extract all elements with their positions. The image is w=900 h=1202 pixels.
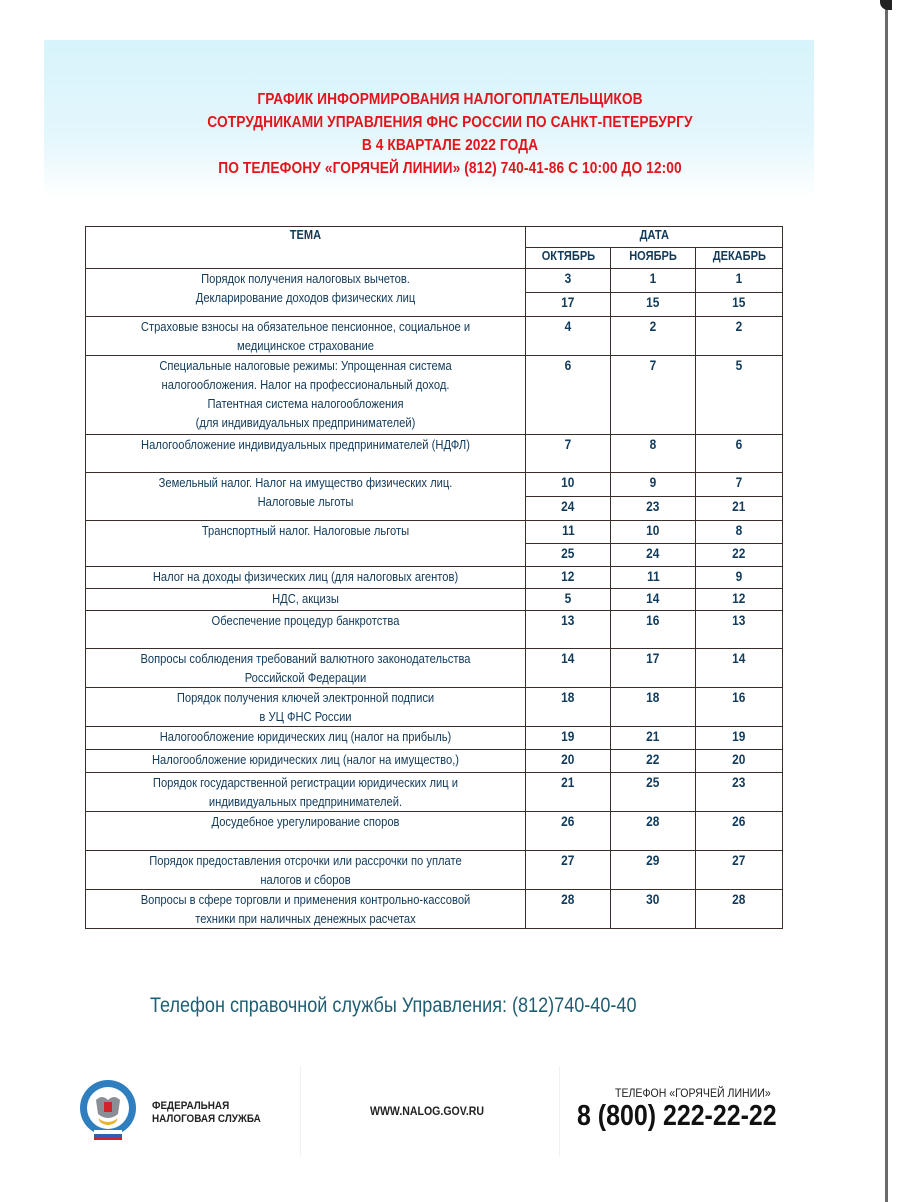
date-cell-october bbox=[526, 750, 611, 773]
date-value: 28 bbox=[561, 891, 575, 907]
table-row bbox=[86, 688, 783, 727]
topic-text: Налоговые льготы bbox=[257, 494, 354, 509]
date-cell-november bbox=[611, 293, 696, 317]
hotline-label: ТЕЛЕФОН «ГОРЯЧЕЙ ЛИНИИ» bbox=[615, 1086, 771, 1100]
date-value: 15 bbox=[646, 294, 660, 310]
title-line: ПО ТЕЛЕФОНУ «ГОРЯЧЕЙ ЛИНИИ» (812) 740-41-86 С 10:00 ДО 12:00 bbox=[218, 160, 682, 177]
date-value: 27 bbox=[732, 852, 746, 868]
header-month-october: ОКТЯБРЬ bbox=[526, 248, 611, 269]
scan-corner bbox=[880, 0, 892, 10]
schedule-body bbox=[86, 269, 783, 929]
topic-cell bbox=[86, 317, 526, 356]
date-cell-october bbox=[526, 688, 611, 727]
topic-cell bbox=[86, 773, 526, 812]
date-value: 23 bbox=[646, 498, 660, 514]
date-cell-december bbox=[696, 473, 783, 497]
date-cell-november bbox=[611, 567, 696, 589]
date-value: 21 bbox=[561, 774, 575, 790]
topic-text: (для индивидуальных предпринимателей) bbox=[195, 415, 416, 430]
date-cell-november bbox=[611, 688, 696, 727]
table-row bbox=[86, 812, 783, 851]
date-value: 20 bbox=[732, 751, 746, 767]
date-value: 1 bbox=[735, 270, 743, 286]
date-value: 6 bbox=[735, 436, 743, 452]
table-row bbox=[86, 851, 783, 890]
date-cell-october bbox=[526, 589, 611, 611]
date-value: 28 bbox=[732, 891, 746, 907]
date-cell-october bbox=[526, 727, 611, 750]
date-cell-november bbox=[611, 435, 696, 473]
date-cell-october bbox=[526, 293, 611, 317]
date-value: 27 bbox=[561, 852, 575, 868]
website-link[interactable]: WWW.NALOG.GOV.RU bbox=[370, 1104, 485, 1118]
date-cell-december bbox=[696, 356, 783, 435]
date-cell-december bbox=[696, 773, 783, 812]
topic-cell bbox=[86, 521, 526, 567]
date-cell-october bbox=[526, 317, 611, 356]
date-value: 24 bbox=[561, 498, 575, 514]
topic-text: индивидуальных предпринимателей. bbox=[208, 794, 403, 809]
topic-text: техники при наличных денежных расчетах bbox=[195, 911, 416, 926]
date-value: 11 bbox=[561, 522, 575, 538]
date-cell-october bbox=[526, 473, 611, 497]
table-row bbox=[86, 750, 783, 773]
topic-text: НДС, акцизы bbox=[272, 591, 339, 606]
date-value: 23 bbox=[732, 774, 746, 790]
topic-text: налогообложения. Налог на профессиональный доход. bbox=[161, 377, 450, 392]
topic-cell bbox=[86, 851, 526, 890]
header-topic: ТЕМА bbox=[86, 227, 526, 269]
date-value: 8 bbox=[649, 436, 657, 452]
topic-cell bbox=[86, 473, 526, 521]
date-value: 6 bbox=[564, 357, 572, 373]
date-value: 12 bbox=[732, 590, 746, 606]
header-month-december: ДЕКАБРЬ bbox=[696, 248, 783, 269]
date-value: 20 bbox=[561, 751, 575, 767]
topic-text: Налогообложение юридических лиц (налог на прибыль) bbox=[159, 729, 452, 744]
reference-phone: Телефон справочной службы Управления: (812)740-40-40 bbox=[150, 994, 637, 1017]
date-value: 14 bbox=[732, 650, 746, 666]
date-value: 15 bbox=[732, 294, 746, 310]
date-value: 3 bbox=[564, 270, 572, 286]
topic-text: медицинское страхование bbox=[237, 338, 374, 353]
date-value: 26 bbox=[561, 813, 575, 829]
table-row bbox=[86, 356, 783, 435]
table-row bbox=[86, 521, 783, 544]
date-value: 29 bbox=[646, 852, 660, 868]
date-value: 13 bbox=[561, 612, 575, 628]
date-cell-december bbox=[696, 567, 783, 589]
hotline-number[interactable]: 8 (800) 222-22-22 bbox=[577, 1100, 777, 1132]
date-cell-november bbox=[611, 727, 696, 750]
topic-text: Порядок предоставления отсрочки или рассрочки по уплате bbox=[149, 853, 462, 868]
date-cell-november bbox=[611, 890, 696, 929]
date-value: 22 bbox=[732, 545, 746, 561]
table-row bbox=[86, 473, 783, 497]
date-cell-november bbox=[611, 473, 696, 497]
topic-text: Налог на доходы физических лиц (для налоговых агентов) bbox=[152, 569, 459, 584]
date-cell-november bbox=[611, 544, 696, 567]
date-value: 21 bbox=[646, 728, 660, 744]
topic-cell bbox=[86, 435, 526, 473]
date-cell-november bbox=[611, 812, 696, 851]
date-cell-november bbox=[611, 589, 696, 611]
date-cell-october bbox=[526, 773, 611, 812]
topic-cell bbox=[86, 649, 526, 688]
date-value: 1 bbox=[649, 270, 657, 286]
topic-cell bbox=[86, 356, 526, 435]
date-cell-december bbox=[696, 317, 783, 356]
date-value: 7 bbox=[649, 357, 657, 373]
date-cell-october bbox=[526, 497, 611, 521]
date-value: 30 bbox=[646, 891, 660, 907]
date-cell-october bbox=[526, 567, 611, 589]
date-cell-december bbox=[696, 521, 783, 544]
date-cell-november bbox=[611, 611, 696, 649]
date-cell-december bbox=[696, 293, 783, 317]
topic-text: Земельный налог. Налог на имущество физических лиц. bbox=[158, 475, 453, 490]
date-value: 21 bbox=[732, 498, 746, 514]
title-line: СОТРУДНИКАМИ УПРАВЛЕНИЯ ФНС РОССИИ ПО САНКТ-ПЕТЕРБУРГУ bbox=[207, 114, 693, 131]
date-value: 22 bbox=[646, 751, 660, 767]
date-value: 2 bbox=[735, 318, 743, 334]
date-cell-november bbox=[611, 317, 696, 356]
date-cell-october bbox=[526, 521, 611, 544]
topic-cell bbox=[86, 890, 526, 929]
date-cell-november bbox=[611, 851, 696, 890]
date-value: 18 bbox=[561, 689, 575, 705]
header-month-november: НОЯБРЬ bbox=[611, 248, 696, 269]
table-row bbox=[86, 435, 783, 473]
date-cell-december bbox=[696, 435, 783, 473]
topic-text: Патентная система налогообложения bbox=[207, 396, 404, 411]
scan-edge bbox=[885, 0, 888, 1202]
table-row bbox=[86, 567, 783, 589]
topic-cell bbox=[86, 750, 526, 773]
date-value: 19 bbox=[732, 728, 746, 744]
date-cell-december bbox=[696, 727, 783, 750]
table-row bbox=[86, 269, 783, 293]
date-cell-october bbox=[526, 851, 611, 890]
date-cell-december bbox=[696, 812, 783, 851]
topic-text: Транспортный налог. Налоговые льготы bbox=[201, 523, 410, 538]
date-value: 7 bbox=[564, 436, 572, 452]
date-cell-december bbox=[696, 851, 783, 890]
date-value: 17 bbox=[646, 650, 660, 666]
header-date: ДАТА bbox=[526, 227, 783, 248]
date-value: 14 bbox=[561, 650, 575, 666]
topic-text: Налогообложение индивидуальных предпринимателей (НДФЛ) bbox=[141, 437, 470, 452]
date-cell-december bbox=[696, 750, 783, 773]
date-value: 10 bbox=[561, 474, 575, 490]
date-value: 4 bbox=[564, 318, 572, 334]
date-cell-december bbox=[696, 688, 783, 727]
table-row bbox=[86, 611, 783, 649]
org-name-line: ФЕДЕРАЛЬНАЯ bbox=[152, 1100, 230, 1112]
date-cell-november bbox=[611, 497, 696, 521]
date-cell-october bbox=[526, 890, 611, 929]
topic-text: Российской Федерации bbox=[244, 670, 367, 685]
date-cell-november bbox=[611, 269, 696, 293]
topic-text: Порядок государственной регистрации юридических лиц и bbox=[152, 775, 459, 790]
topic-cell bbox=[86, 269, 526, 317]
topic-text: Декларирование доходов физических лиц bbox=[195, 290, 416, 305]
date-cell-december bbox=[696, 589, 783, 611]
table-row bbox=[86, 773, 783, 812]
table-row bbox=[86, 890, 783, 929]
topic-text: Обеспечение процедур банкротства bbox=[211, 613, 400, 628]
date-value: 11 bbox=[646, 568, 660, 584]
date-value: 17 bbox=[561, 294, 575, 310]
topic-text: Порядок получения налоговых вычетов. bbox=[201, 271, 410, 286]
date-value: 10 bbox=[646, 522, 660, 538]
topic-text: Специальные налоговые режимы: Упрощенная система bbox=[159, 358, 452, 373]
date-cell-november bbox=[611, 356, 696, 435]
topic-text: в УЦ ФНС России bbox=[259, 709, 352, 724]
date-cell-december bbox=[696, 649, 783, 688]
topic-text: Вопросы в сфере торговли и применения контрольно-кассовой bbox=[140, 892, 471, 907]
fns-emblem-icon bbox=[78, 1078, 138, 1142]
date-value: 12 bbox=[561, 568, 575, 584]
date-value: 19 bbox=[561, 728, 575, 744]
topic-text: Досудебное урегулирование споров bbox=[211, 814, 400, 829]
date-cell-october bbox=[526, 435, 611, 473]
date-value: 25 bbox=[646, 774, 660, 790]
topic-cell bbox=[86, 727, 526, 750]
date-value: 5 bbox=[735, 357, 743, 373]
date-cell-october bbox=[526, 812, 611, 851]
date-value: 24 bbox=[646, 545, 660, 561]
date-cell-november bbox=[611, 649, 696, 688]
date-value: 5 bbox=[564, 590, 572, 606]
topic-cell bbox=[86, 812, 526, 851]
date-cell-october bbox=[526, 269, 611, 293]
date-cell-december bbox=[696, 269, 783, 293]
date-cell-october bbox=[526, 356, 611, 435]
date-value: 8 bbox=[735, 522, 743, 538]
table-row bbox=[86, 649, 783, 688]
date-cell-november bbox=[611, 750, 696, 773]
date-cell-december bbox=[696, 497, 783, 521]
org-name-line: НАЛОГОВАЯ СЛУЖБА bbox=[152, 1113, 261, 1125]
topic-text: Вопросы соблюдения требований валютного законодательства bbox=[140, 651, 471, 666]
topic-cell bbox=[86, 688, 526, 727]
date-value: 13 bbox=[732, 612, 746, 628]
footer bbox=[60, 1066, 840, 1156]
date-cell-october bbox=[526, 611, 611, 649]
topic-cell bbox=[86, 611, 526, 649]
title-line: ГРАФИК ИНФОРМИРОВАНИЯ НАЛОГОПЛАТЕЛЬЩИКОВ bbox=[257, 91, 643, 108]
topic-text: Налогообложение юридических лиц (налог на имущество,) bbox=[151, 752, 460, 767]
date-value: 28 bbox=[646, 813, 660, 829]
topic-text: Порядок получения ключей электронной подписи bbox=[176, 690, 435, 705]
org-name bbox=[152, 1100, 261, 1126]
title-line: В 4 КВАРТАЛЕ 2022 ГОДА bbox=[361, 137, 539, 154]
date-cell-october bbox=[526, 649, 611, 688]
date-cell-october bbox=[526, 544, 611, 567]
topic-cell bbox=[86, 589, 526, 611]
topic-cell bbox=[86, 567, 526, 589]
date-cell-november bbox=[611, 521, 696, 544]
date-value: 16 bbox=[646, 612, 660, 628]
date-cell-december bbox=[696, 890, 783, 929]
date-value: 25 bbox=[561, 545, 575, 561]
topic-text: Страховые взносы на обязательное пенсионное, социальное и bbox=[140, 319, 471, 334]
topic-text: налогов и сборов bbox=[260, 872, 351, 887]
date-value: 2 bbox=[649, 318, 657, 334]
schedule-table bbox=[85, 226, 783, 929]
table-row bbox=[86, 317, 783, 356]
date-value: 14 bbox=[646, 590, 660, 606]
table-row bbox=[86, 727, 783, 750]
date-value: 16 bbox=[732, 689, 746, 705]
page-title bbox=[60, 88, 840, 180]
date-cell-november bbox=[611, 773, 696, 812]
date-value: 26 bbox=[732, 813, 746, 829]
date-value: 7 bbox=[735, 474, 743, 490]
date-value: 9 bbox=[735, 568, 743, 584]
date-cell-december bbox=[696, 611, 783, 649]
date-cell-december bbox=[696, 544, 783, 567]
date-value: 18 bbox=[646, 689, 660, 705]
table-row bbox=[86, 589, 783, 611]
date-value: 9 bbox=[649, 474, 657, 490]
